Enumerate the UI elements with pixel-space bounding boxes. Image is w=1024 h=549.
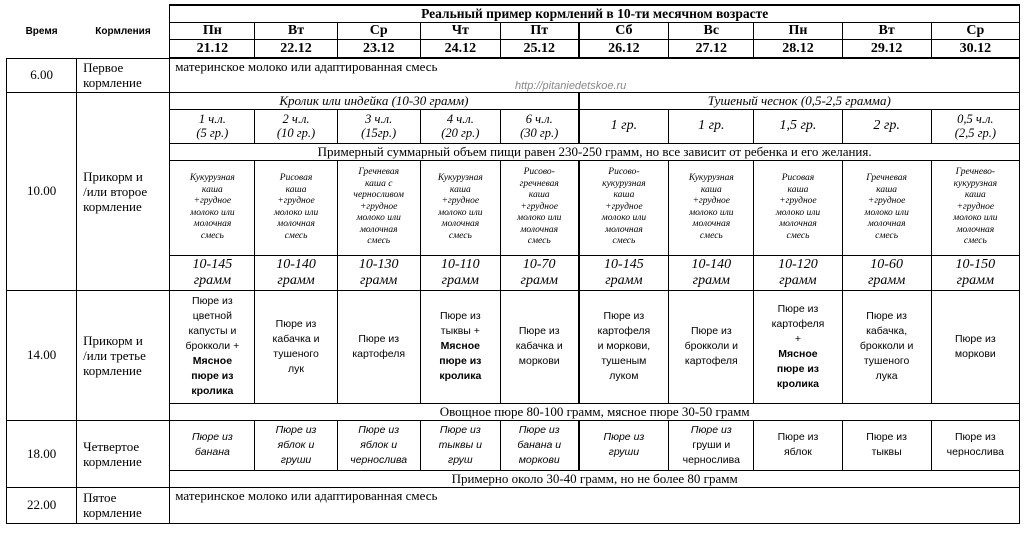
meat-amount-line: 6 ч.л.: [525, 112, 553, 126]
puree-cell-14-3: [337, 290, 420, 403]
puree-cell-14-2: [255, 290, 337, 403]
time-18: 18.00: [7, 420, 77, 487]
grams-line: 10-140: [691, 256, 732, 272]
puree-line: Пюре из: [690, 325, 732, 337]
feed-second-line-1: Прикорм и: [83, 168, 143, 184]
porridge-grams-10: [931, 255, 1019, 290]
puree-cell-14-4: [420, 290, 500, 403]
porridge-line: Гречнево-: [955, 167, 996, 178]
garlic-amount-line: (2,5 гр.): [954, 126, 997, 140]
porridge-line: каша: [285, 184, 307, 195]
porridge-line: каша: [528, 190, 550, 201]
time-14: 14.00: [7, 290, 77, 420]
porridge-line: каша: [449, 184, 471, 195]
meat-amount-line: (5 гр.): [196, 126, 229, 140]
puree-line: кабачка и: [272, 332, 320, 345]
puree-line: моркови: [518, 355, 560, 367]
puree-line: тушеного: [273, 347, 319, 360]
puree-cell-18-7: [669, 420, 754, 470]
feed-fifth-line-1: Пятое: [83, 490, 117, 505]
fruit-line: банана: [194, 446, 230, 458]
fruit-line: тыквы: [871, 446, 902, 458]
porridge-line: черносливом: [353, 190, 404, 201]
puree-line: тушеного: [863, 355, 910, 367]
fruit-line: Пюре из: [275, 423, 317, 436]
porridge-line: молоко или: [864, 207, 909, 218]
puree-line: картофеля: [352, 347, 406, 360]
porridge-cell-3: [337, 160, 420, 255]
garlic-amount-1: 1 гр.: [579, 109, 669, 143]
fruit-line: груши и: [692, 438, 731, 451]
porridge-line: Рисовая: [781, 173, 815, 183]
puree-cell-18-4: [420, 420, 500, 470]
porridge-grams-9: [842, 255, 931, 290]
garlic-amount-3: 1,5 гр.: [754, 109, 842, 143]
grams-line: грамм: [956, 272, 995, 288]
porridge-line: смесь: [875, 230, 899, 241]
porridge-line: каша: [964, 190, 986, 201]
porridge-line: кукурузная: [953, 178, 998, 189]
day-header-2: Вт: [255, 23, 337, 40]
time-22: 22.00: [7, 487, 77, 523]
feed-fifth-line-2: кормление: [83, 505, 142, 520]
puree-line: тыквы +: [440, 325, 480, 337]
puree-cell-14-9: [842, 290, 931, 403]
porridge-cell-8: [754, 160, 842, 255]
grams-line: 10-120: [778, 256, 818, 272]
grams-line: 10-145: [604, 256, 644, 272]
porridge-line: Кукурузная: [688, 173, 734, 183]
porridge-line: +грудное: [956, 201, 995, 212]
porridge-line: молоко или: [356, 213, 401, 224]
porridge-line: молочная: [520, 224, 559, 235]
puree-line: картофеля: [597, 325, 651, 337]
feed-fifth: [77, 487, 170, 523]
day-header-8: Пн: [754, 23, 842, 40]
porridge-line: молочная: [779, 219, 817, 229]
feed-third-line-2: /или третье: [83, 347, 146, 363]
puree-cell-14-10: [931, 290, 1019, 403]
porridge-grams-5: [500, 255, 578, 290]
porridge-line: Рисово-: [608, 167, 640, 178]
fruit-line: Пюре из: [191, 431, 233, 443]
day-header-7: Вс: [669, 23, 754, 40]
porridge-cell-7: [669, 160, 754, 255]
puree-line: Мясное: [440, 340, 480, 352]
date-header-6: 26.12: [579, 40, 669, 59]
grams-line: грамм: [441, 272, 479, 288]
porridge-cell-9: [842, 160, 931, 255]
puree-line: Пюре из: [275, 317, 317, 330]
porridge-grams-8: [754, 255, 842, 290]
grams-line: грамм: [692, 272, 730, 288]
feed-second: [77, 92, 170, 290]
puree-cell-18-6: [579, 420, 669, 470]
porridge-line: молочная: [441, 219, 480, 229]
porridge-grams-1: [170, 255, 255, 290]
porridge-line: смесь: [200, 230, 224, 241]
porridge-grams-6: [579, 255, 669, 290]
porridge-grams-7: [669, 255, 754, 290]
fruit-line: Пюре из: [955, 431, 996, 443]
date-header-3: 23.12: [337, 40, 420, 59]
porridge-line: Рисово-: [523, 167, 555, 178]
fruit-line: яблок и: [360, 438, 398, 451]
porridge-line: молочная: [956, 224, 995, 235]
puree-line: луком: [609, 370, 639, 382]
puree-line: брокколи и: [859, 340, 914, 352]
meat-amount-line: (20 гр.): [441, 126, 480, 140]
feed-third-line-3: кормление: [83, 362, 142, 378]
porridge-grams-3: [337, 255, 420, 290]
porridge-line: смесь: [612, 236, 636, 247]
porridge-line: +грудное: [605, 201, 643, 212]
puree-line: лук: [288, 362, 305, 375]
meat-amount-line: (15гр.): [361, 126, 397, 140]
grams-line: 10-110: [441, 256, 480, 272]
puree-line: Мясное: [192, 355, 233, 367]
date-header-2: 22.12: [255, 40, 337, 59]
fruit-line: тыквы и: [438, 438, 483, 451]
feed-second-line-2: /или второе: [83, 183, 148, 199]
fruit-note: Примерно около 30-40 грамм, но не более 80 грамм: [170, 470, 1020, 487]
day-header-5: Пт: [500, 23, 578, 40]
porridge-line: Рисовая: [279, 173, 313, 183]
puree-line: Пюре из: [518, 325, 560, 337]
porridge-cell-4: [420, 160, 500, 255]
puree-line: лука: [875, 370, 898, 382]
porridge-line: молоко или: [601, 213, 647, 224]
fruit-line: Пюре из: [690, 423, 732, 436]
meat-amount-4: [420, 109, 500, 143]
porridge-line: молоко или: [689, 207, 734, 218]
meat-range-label: Кролик или индейка (10-30 грамм): [170, 92, 579, 109]
day-header-3: Ср: [337, 23, 420, 40]
porridge-line: молоко или: [775, 207, 821, 218]
porridge-cell-1: [170, 160, 255, 255]
time-10: 10.00: [7, 92, 77, 290]
porridge-line: молочная: [692, 219, 731, 229]
garlic-amount-2: 1 гр.: [669, 109, 754, 143]
fruit-line: Пюре из: [603, 431, 645, 443]
porridge-line: молочная: [193, 219, 232, 229]
feed-fourth-line-1: Четвертое: [83, 438, 140, 454]
grams-line: грамм: [520, 272, 558, 288]
puree-cell-14-7: [669, 290, 754, 403]
porridge-line: каша: [201, 184, 223, 195]
fruit-line: груши: [280, 453, 312, 466]
puree-cell-14-5: [500, 290, 578, 403]
puree-line: брокколи +: [185, 340, 240, 352]
fruit-line: моркови: [518, 453, 560, 466]
time-column-header: Время: [25, 25, 58, 37]
meat-amount-3: [337, 109, 420, 143]
fruit-line: яблок и: [277, 438, 315, 451]
puree-cell-14-1: [170, 290, 255, 403]
puree-cell-18-3: [337, 420, 420, 470]
grams-line: 10-145: [192, 256, 233, 272]
puree-line: Пюре из: [866, 310, 907, 322]
first-feeding-text: материнское молоко или адаптированная смесь: [170, 58, 1020, 92]
porridge-line: кукурузная: [602, 178, 646, 189]
fruit-line: яблок: [784, 446, 812, 458]
date-header-10: 30.12: [931, 40, 1019, 59]
puree-line: капусты и: [188, 325, 237, 337]
puree-line: Пюре из: [192, 295, 233, 307]
fruit-line: груши: [608, 446, 640, 458]
puree-cell-18-9: [842, 420, 931, 470]
feed-third: [77, 290, 170, 420]
puree-cell-18-10: [931, 420, 1019, 470]
time-6: 6.00: [7, 58, 77, 92]
porridge-line: +грудное: [441, 196, 480, 206]
porridge-line: каша: [613, 190, 635, 201]
puree-line: пюре из: [439, 355, 482, 367]
porridge-line: +грудное: [359, 201, 398, 212]
porridge-cell-10: [931, 160, 1019, 255]
porridge-line: каша: [700, 184, 722, 195]
fifth-feeding-text: материнское молоко или адаптированная смесь: [170, 487, 1020, 523]
porridge-line: гречневая: [519, 178, 559, 189]
fruit-line: чернослива: [946, 446, 1005, 458]
porridge-line: Кукурузная: [437, 173, 483, 183]
puree-line: Пюре из: [439, 310, 481, 322]
puree-line: кролика: [191, 385, 234, 397]
porridge-line: молочная: [605, 224, 643, 235]
grams-line: грамм: [867, 272, 906, 288]
vegetable-note: Овощное пюре 80-100 грамм, мясное пюре 30-50 грамм: [170, 403, 1020, 420]
date-header-8: 28.12: [754, 40, 842, 59]
fruit-line: Пюре из: [866, 431, 907, 443]
feed-third-line-1: Прикорм и: [83, 332, 143, 348]
day-header-10: Ср: [931, 23, 1019, 40]
puree-line: кабачка и: [515, 340, 563, 352]
date-header-7: 27.12: [669, 40, 754, 59]
porridge-line: +грудное: [867, 196, 906, 206]
meat-amount-line: 4 ч.л.: [446, 112, 474, 126]
porridge-line: Гречневая: [358, 167, 400, 178]
fruit-line: Пюре из: [439, 423, 481, 436]
puree-line: +: [794, 332, 802, 345]
day-header-6: Сб: [579, 23, 669, 40]
fruit-line: Пюре из: [358, 423, 400, 436]
puree-cell-18-2: [255, 420, 337, 470]
grams-line: 10-70: [522, 256, 556, 272]
day-header-1: Пн: [170, 23, 255, 40]
grams-line: грамм: [277, 272, 315, 288]
total-volume-note: Примерный суммарный объем пищи равен 230-250 грамм, но все зависит от ребенка и его желания.: [170, 143, 1020, 160]
porridge-cell-2: [255, 160, 337, 255]
watermark-url: http://pitaniedetskoe.ru: [515, 80, 627, 92]
puree-line: Пюре из: [358, 332, 400, 345]
meat-amount-2: [255, 109, 337, 143]
puree-cell-14-8: [754, 290, 842, 403]
date-header-1: 21.12: [170, 40, 255, 59]
puree-cell-18-8: [754, 420, 842, 470]
porridge-line: молоко или: [190, 207, 235, 218]
porridge-line: молочная: [867, 219, 906, 229]
porridge-line: молоко или: [953, 213, 998, 224]
puree-cell-18-1: [170, 420, 255, 470]
meat-amount-line: 3 ч.л.: [365, 112, 393, 126]
garlic-amount-5: [931, 109, 1019, 143]
puree-line: пюре из: [776, 362, 820, 375]
puree-line: тушеным: [601, 355, 647, 367]
porridge-line: смесь: [284, 230, 308, 241]
meat-amount-line: (10 гр.): [276, 126, 316, 140]
feed-first: Первое кормление: [77, 58, 170, 92]
date-header-4: 24.12: [420, 40, 500, 59]
puree-line: кролика: [439, 370, 482, 382]
porridge-line: молоко или: [438, 207, 483, 218]
feed-second-line-3: кормление: [83, 198, 142, 214]
fruit-line: груш: [448, 453, 473, 466]
fruit-line: банана и: [517, 438, 562, 451]
porridge-line: молоко или: [273, 207, 319, 218]
feeding-schedule-table: [6, 4, 1020, 524]
puree-line: Пюре из: [603, 310, 645, 322]
porridge-line: молочная: [359, 224, 398, 235]
porridge-line: +грудное: [520, 201, 558, 212]
grams-line: 10-150: [955, 256, 996, 272]
grams-line: грамм: [779, 272, 817, 288]
grams-line: грамм: [193, 272, 232, 288]
porridge-line: смесь: [527, 236, 551, 247]
table-title: Реальный пример кормлений в 10-ти месячном возрасте: [170, 5, 1020, 23]
porridge-grams-4: [420, 255, 500, 290]
puree-line: Мясное: [778, 347, 818, 360]
puree-cell-18-5: [500, 420, 578, 470]
grams-line: 10-60: [870, 256, 903, 272]
grams-line: 10-130: [358, 256, 399, 272]
puree-line: и моркови,: [597, 340, 651, 352]
porridge-cell-6: [579, 160, 669, 255]
porridge-line: +грудное: [692, 196, 730, 206]
meat-amount-line: 1 ч.л.: [198, 112, 226, 126]
porridge-line: +грудное: [779, 196, 817, 206]
puree-line: цветной: [192, 310, 233, 322]
fruit-line: Пюре из: [518, 423, 560, 436]
puree-line: картофеля: [684, 355, 738, 367]
day-header-4: Чт: [420, 23, 500, 40]
porridge-line: смесь: [963, 236, 987, 247]
grams-line: грамм: [360, 272, 398, 288]
porridge-line: каша: [876, 184, 898, 195]
fruit-line: Пюре из: [777, 431, 819, 443]
grams-line: грамм: [605, 272, 643, 288]
meat-amount-line: 2 ч.л.: [282, 112, 310, 126]
porridge-line: молоко или: [517, 213, 562, 224]
grams-line: 10-140: [276, 256, 316, 272]
porridge-line: смесь: [448, 230, 472, 241]
puree-line: кабачка,: [866, 325, 908, 337]
fruit-line: чернослива: [350, 453, 408, 466]
puree-line: картофеля: [771, 317, 825, 330]
puree-line: кролика: [776, 377, 819, 390]
porridge-cell-5: [500, 160, 578, 255]
garlic-amount-line: 0,5 ч.л.: [957, 112, 994, 126]
porridge-line: молочная: [277, 219, 315, 229]
porridge-line: Гречневая: [866, 173, 907, 183]
garlic-range-label: Тушеный чеснок (0,5-2,5 грамма): [579, 92, 1020, 109]
puree-line: Пюре из: [777, 302, 819, 315]
porridge-line: смесь: [786, 230, 810, 241]
porridge-line: смесь: [699, 230, 723, 241]
garlic-amount-4: 2 гр.: [842, 109, 931, 143]
porridge-line: каша: [787, 184, 809, 195]
date-header-9: 29.12: [842, 40, 931, 59]
puree-line: моркови: [954, 347, 996, 360]
fruit-line: чернослива: [682, 453, 740, 466]
porridge-line: смесь: [367, 236, 391, 247]
porridge-line: Кукурузная: [189, 173, 235, 183]
puree-line: пюре из: [191, 370, 234, 382]
porridge-grams-2: [255, 255, 337, 290]
puree-line: брокколи и: [684, 340, 738, 352]
meat-amount-line: (30 гр.): [520, 126, 559, 140]
feeding-column-header: Кормления: [95, 25, 151, 37]
meat-amount-1: [170, 109, 255, 143]
day-header-9: Вт: [842, 23, 931, 40]
feed-fourth: [77, 420, 170, 487]
feed-fourth-line-2: кормление: [83, 453, 142, 469]
meat-amount-5: [500, 109, 578, 143]
porridge-line: +грудное: [277, 196, 315, 206]
puree-line: Пюре из: [955, 332, 996, 345]
porridge-line: +грудное: [193, 196, 232, 206]
porridge-line: каша с: [364, 178, 393, 189]
date-header-5: 25.12: [500, 40, 578, 59]
puree-cell-14-6: [579, 290, 669, 403]
